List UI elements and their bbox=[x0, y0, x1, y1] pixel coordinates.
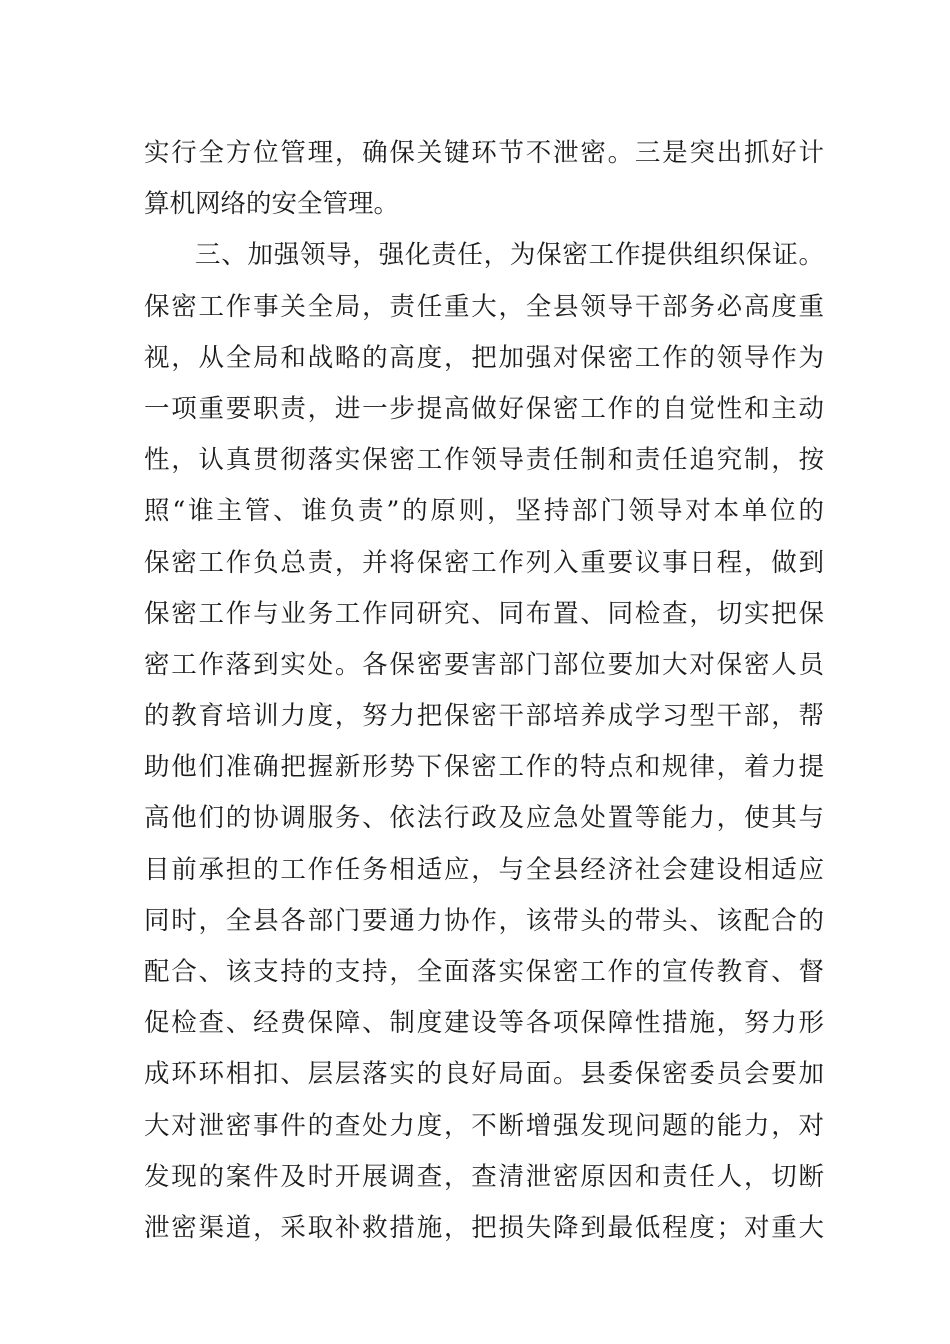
text-line: 配合、该支持的支持，全面落实保密工作的宣传教育、督 bbox=[144, 957, 824, 987]
text-line: 实行全方位管理，确保关键环节不泄密。三是突出抓好计 bbox=[144, 138, 824, 168]
text-line: 大对泄密事件的查处力度，不断增强发现问题的能力，对 bbox=[144, 1110, 824, 1141]
text-line: 高他们的协调服务、依法行政及应急处置等能力，使其与 bbox=[144, 803, 824, 834]
text-line: 成环环相扣、层层落实的良好局面。县委保密委员会要加 bbox=[144, 1059, 824, 1090]
text-line: 保密工作与业务工作同研究、同布置、同检查，切实把保 bbox=[144, 598, 824, 629]
text-line: 算机网络的安全管理。 bbox=[144, 189, 400, 220]
section-heading-line: 三、加强领导，强化责任，为保密工作提供组织保证。 bbox=[195, 240, 824, 271]
text-line: 发现的案件及时开展调查，查清泄密原因和责任人，切断 bbox=[144, 1161, 824, 1192]
text-line: 泄密渠道，采取补救措施，把损失降到最低程度；对重大 bbox=[144, 1212, 824, 1243]
text-line: 目前承担的工作任务相适应，与全县经济社会建设相适应 bbox=[144, 854, 824, 885]
text-line: 密工作落到实处。各保密要害部门部位要加大对保密人员 bbox=[144, 649, 824, 680]
text-line: 促检查、经费保障、制度建设等各项保障性措施，努力形 bbox=[144, 1008, 824, 1039]
text-line: 保密工作事关全局，责任重大，全县领导干部务必高度重 bbox=[144, 291, 824, 322]
text-line: 性，认真贯彻落实保密工作领导责任制和责任追究制，按 bbox=[144, 445, 824, 476]
text-line: 保密工作负总责，并将保密工作列入重要议事日程，做到 bbox=[144, 547, 824, 578]
text-line: 照“谁主管、谁负责”的原则，坚持部门领导对本单位的 bbox=[144, 496, 824, 527]
text-line: 助他们准确把握新形势下保密工作的特点和规律，着力提 bbox=[144, 752, 824, 783]
text-line: 同时，全县各部门要通力协作，该带头的带头、该配合的 bbox=[144, 905, 824, 936]
text-line: 视，从全局和战略的高度，把加强对保密工作的领导作为 bbox=[144, 342, 824, 373]
text-line: 的教育培训力度，努力把保密干部培养成学习型干部，帮 bbox=[144, 701, 824, 732]
text-line: 一项重要职责，进一步提高做好保密工作的自觉性和主动 bbox=[144, 393, 824, 424]
body-text bbox=[144, 128, 824, 1254]
